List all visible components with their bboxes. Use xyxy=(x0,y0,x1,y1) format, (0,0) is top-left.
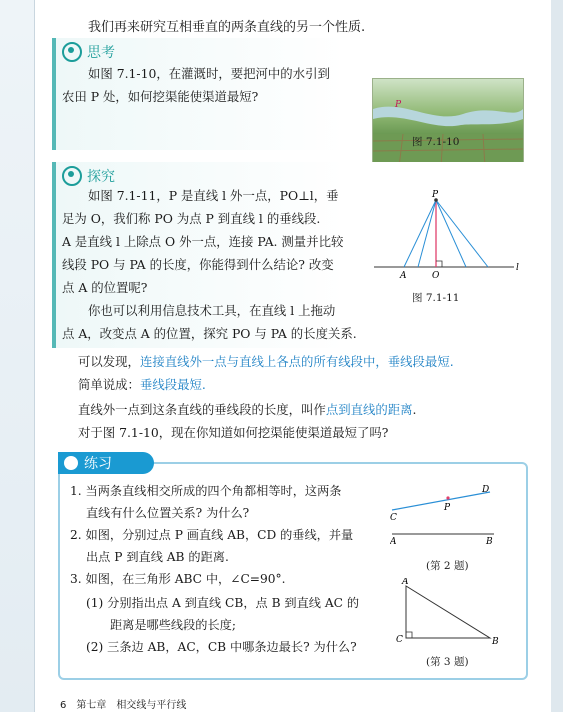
explore-heading xyxy=(62,166,115,186)
think-box xyxy=(52,38,536,150)
think-heading-label: 思考 xyxy=(87,45,115,61)
perpendicular-figure xyxy=(374,190,524,280)
conclusion-line-1 xyxy=(78,352,454,370)
explore-line-3: A 是直线 l 上除点 O 外一点，连接 PA. 测量并比较 xyxy=(62,234,344,249)
page-number: 6 xyxy=(60,700,67,711)
exercise-2-caption: (第 2 题) xyxy=(426,560,469,572)
fig11-label-o: O xyxy=(432,271,440,280)
conclusion-line-2 xyxy=(78,375,206,393)
think-line-2: 农田 P 处，如何挖渠能使渠道最短? xyxy=(62,89,259,104)
exercise-icon xyxy=(64,456,78,470)
lightbulb-icon xyxy=(62,42,82,62)
conclusion-3-prefix: 直线外一点到这条直线的垂线段的长度，叫作 xyxy=(78,402,326,417)
textbook-page xyxy=(38,0,548,712)
fig3-label-b: B xyxy=(492,637,499,647)
intro-text: 我们再来研究互相垂直的两条直线的另一个性质. xyxy=(88,20,366,35)
conclusion-3-suffix: . xyxy=(412,402,417,417)
explore-line-6: 你也可以利用信息技术工具，在直线 l 上拖动 xyxy=(88,303,336,318)
exercise-3-figure xyxy=(390,578,500,648)
q1-line-1: 1. 当两条直线相交所成的四个角都相等时，这两条 xyxy=(70,484,342,498)
fig11-label-l: l xyxy=(516,263,519,273)
conclusion-3-key: 点到直线的距离 xyxy=(325,402,413,417)
q3-line-2: (1) 分别指出点 A 到直线 CB，点 B 到直线 AC 的 xyxy=(86,596,360,610)
q3-line-4: (2) 三条边 AB，AC，CB 中哪条边最长? 为什么? xyxy=(86,640,357,654)
fig3-label-c: C xyxy=(396,635,403,645)
q1-line-2: 直线有什么位置关系? 为什么? xyxy=(86,506,250,520)
explore-line-1: 如图 7.1-11，P 是直线 l 外一点，PO⊥l，垂 xyxy=(88,188,339,203)
conclusion-line-3 xyxy=(78,400,417,418)
explore-line-4: 线段 PO 与 PA 的长度，你能得到什么结论? 改变 xyxy=(62,257,334,272)
exercise-tag-label: 练习 xyxy=(84,456,112,472)
page-footer xyxy=(60,696,186,711)
explore-box xyxy=(52,162,536,348)
fig2-label-a: A xyxy=(390,537,397,546)
fig2-label-p: P xyxy=(444,503,451,513)
think-line-1: 如图 7.1-10，在灌溉时，要把河中的水引到 xyxy=(88,66,330,81)
conclusion-1-prefix: 可以发现， xyxy=(78,354,140,369)
fig-7-1-10-caption: 图 7.1-10 xyxy=(412,136,460,148)
fig2-label-d: D xyxy=(482,485,490,495)
window-right-frame xyxy=(551,0,563,712)
conclusion-2-prefix: 简单说成： xyxy=(78,377,140,392)
q2-line-2: 出点 P 到直线 AB 的距离. xyxy=(86,550,229,564)
photo-marker-p: P xyxy=(395,100,402,110)
explore-line-5: 点 A 的位置呢? xyxy=(62,280,148,295)
exercise-tag xyxy=(58,452,154,474)
magnifier-icon xyxy=(62,166,82,186)
conclusion-2-key: 垂线段最短. xyxy=(139,377,206,392)
window-left-frame xyxy=(0,0,35,712)
irrigation-landscape-image xyxy=(372,78,524,168)
exercise-2-figure xyxy=(390,484,500,546)
explore-line-7: 点 A，改变点 A 的位置，探究 PO 与 PA 的长度关系. xyxy=(62,326,357,341)
fig3-label-a: A xyxy=(402,578,409,587)
conclusion-1-key: 连接直线外一点与直线上各点的所有线段中，垂线段最短. xyxy=(139,354,454,369)
think-heading xyxy=(62,42,115,62)
exercise-box xyxy=(58,462,528,680)
q3-line-1: 3. 如图，在三角形 ABC 中，∠C=90°. xyxy=(70,572,286,586)
exercise-3-caption: (第 3 题) xyxy=(426,656,469,668)
explore-line-2: 足为 O，我们称 PO 为点 P 到直线 l 的垂线段. xyxy=(62,211,321,226)
explore-heading-label: 探究 xyxy=(87,169,115,185)
fig-7-1-11-caption: 图 7.1-11 xyxy=(412,292,460,304)
chapter-title: 第七章 相交线与平行线 xyxy=(76,700,187,711)
q2-line-1: 2. 如图，分别过点 P 画直线 AB，CD 的垂线，并量 xyxy=(70,528,354,542)
fig11-label-a: A xyxy=(400,271,407,280)
fig2-label-c: C xyxy=(390,513,397,523)
fig2-label-b: B xyxy=(486,537,493,546)
q3-line-3: 距离是哪些线段的长度; xyxy=(110,618,236,632)
conclusion-line-4: 对于图 7.1-10，现在你知道如何挖渠能使渠道最短了吗? xyxy=(78,425,389,440)
fig11-label-p: P xyxy=(432,190,439,200)
